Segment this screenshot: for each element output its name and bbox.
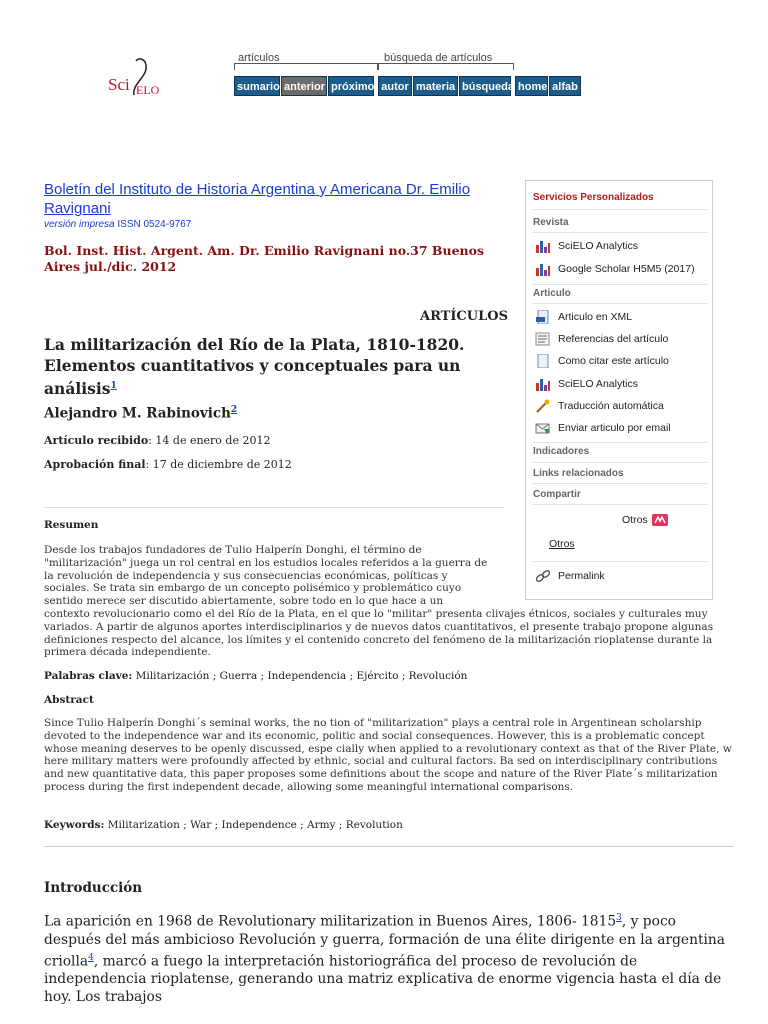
- nav-alfab-button[interactable]: alfab: [549, 76, 581, 96]
- panel-divider: [533, 504, 707, 505]
- revista-item-label: SciELO Analytics: [558, 240, 638, 252]
- articulo-item-label: Traducción automática: [558, 400, 664, 412]
- keywords: [44, 819, 403, 831]
- panel-divider: [533, 462, 707, 463]
- footnote-1-link[interactable]: 1: [110, 381, 117, 391]
- resumen-heading: Resumen: [44, 519, 99, 531]
- palabras-clave-values: Militarización ; Guerra ; Independencia ; Ejército ; Revolución: [132, 670, 468, 682]
- nav-sumario-button[interactable]: sumario: [234, 76, 280, 96]
- bar-chart-icon: [535, 239, 551, 253]
- articulo-item-label: Como citar este artículo: [558, 355, 669, 367]
- issn-value: ISSN 0524-9767: [117, 219, 192, 230]
- author-name-text: Alejandro M. Rabinovich: [44, 405, 231, 422]
- nav-proximo-button[interactable]: próximo: [328, 76, 374, 96]
- articulo-item-label: Referencias del artículo: [558, 333, 669, 345]
- email-icon: [535, 421, 551, 435]
- articulo-item-label: Enviar articulo por email: [558, 422, 671, 434]
- keywords-label: Keywords:: [44, 819, 105, 831]
- otros-link[interactable]: Otros: [549, 538, 575, 550]
- articulo-xml-link[interactable]: [535, 310, 632, 324]
- version-label: versión impresa: [44, 219, 115, 230]
- approved-label: Aprobación final: [44, 458, 146, 471]
- bar-chart-icon: [535, 262, 551, 276]
- nav-toolbar: [234, 76, 582, 96]
- revista-label: Revista: [533, 217, 569, 228]
- articulos-bracket: [234, 63, 378, 70]
- panel-divider: [533, 303, 707, 304]
- panel-divider: [533, 284, 707, 285]
- panel-divider: [533, 483, 707, 484]
- logo-elo: ELO: [136, 83, 160, 97]
- busqueda-caption: búsqueda de artículos: [384, 52, 493, 64]
- articulo-label: Articulo: [533, 288, 571, 299]
- article-title-text: La militarización del Río de la Plata, 1810-1820. Elementos cuantitativos y conceptuales para un análisis: [44, 335, 465, 399]
- scielo-analytics-article-link[interactable]: [535, 377, 638, 391]
- keywords-values: Militarization ; War ; Independence ; Army ; Revolution: [104, 819, 403, 831]
- links-relacionados-label[interactable]: Links relacionados: [533, 468, 624, 479]
- resumen-text-part1: Desde los trabajos fundadores de Tulio Halperín Donghi, el término de "militarización" juega un rol central en los estudios locales referidos a la guerra de la revolución de independencia y sus consecuencias económicas, políticas y sociales. Se trata sin embargo de un concepto polisémico y problemático cuyo sentido merece ser discutido abiertamente, sobre todo en lo que hace a un: [44, 544, 488, 608]
- services-panel: [525, 180, 713, 600]
- google-scholar-link[interactable]: [535, 262, 695, 276]
- footnote-3-link[interactable]: 3: [616, 913, 622, 923]
- received-date: [44, 434, 270, 447]
- articulo-item-label: SciELO Analytics: [558, 378, 638, 390]
- divider: [44, 507, 504, 508]
- scielo-logo[interactable]: [100, 55, 170, 105]
- nav-anterior-button[interactable]: anterior: [281, 76, 327, 96]
- resumen-text-part2: contexto revolucionario como el del Río de la Plata, en el que lo "militar" presenta clivajes étnicos, sociales y culturales muy variados. A partir de algunos aportes interdisciplinarios y de nuevos datos cuantitativos, el presente trabajo propone algunas definiciones respecto del alcance, los límites y el contenido concreto del fenómeno de la militarización rioplatense durante la primera década independiente.: [44, 608, 714, 659]
- articulo-item-label: Articulo en XML: [558, 311, 633, 323]
- section-label: ARTÍCULOS: [420, 309, 508, 324]
- received-value: : 14 de enero de 2012: [148, 434, 271, 447]
- palabras-clave-label: Palabras clave:: [44, 670, 133, 682]
- panel-divider: [533, 209, 707, 210]
- abstract-text: Since Tulio Halperín Donghi´s seminal works, the no tion of "militarization" plays a central role in Argentinean scholarship devoted to the independence war and its economic, politic and social consequences. However, this is a problematic concept whose meaning deserves to be openly discussed, espe cially when applied to a revolutionary context as that of the River Plate, w here military matters were profoundly affected by ethnic, social and cultural factors. Ba sed on interdisciplinary contributions and new quantitative data, this paper proposes some definitions about the scope and nature of the River Plate´s militarization process during the first independent decade, allowing some meaningful international comparisons.: [44, 717, 732, 793]
- intro-text-3: , marcó a fuego la interpretación historiográfica del proceso de revolución de independencia rioplatense, generando una matriz explicativa de enorme vigencia hasta el día de hoy. Los trabajos: [44, 953, 722, 1006]
- bar-chart-icon: [535, 377, 551, 391]
- author-name: [44, 405, 237, 422]
- xml-document-icon: [535, 310, 551, 324]
- compartir-label: Compartir: [533, 489, 581, 500]
- nav-materia-button[interactable]: materia: [413, 76, 458, 96]
- indicadores-label[interactable]: Indicadores: [533, 446, 590, 457]
- nav-busqueda-button[interactable]: búsqueda: [459, 76, 511, 96]
- intro-paragraph: [44, 909, 734, 1006]
- scielo-analytics-journal-link[interactable]: [535, 239, 638, 253]
- otros-label: Otros: [622, 514, 648, 526]
- divider: [44, 846, 734, 847]
- nav-home-button[interactable]: home: [515, 76, 548, 96]
- traduccion-link[interactable]: [535, 399, 664, 413]
- footnote-4-link[interactable]: 4: [88, 952, 94, 963]
- intro-heading: Introducción: [44, 880, 143, 896]
- revista-item-label: Google Scholar H5M5 (2017): [558, 263, 695, 275]
- panel-title: Servicios Personalizados: [533, 192, 654, 203]
- panel-divider: [533, 442, 707, 443]
- link-icon: [535, 569, 551, 583]
- approved-date: [44, 458, 292, 471]
- footnote-2-link[interactable]: 2: [230, 405, 238, 415]
- references-icon: [535, 332, 551, 346]
- referencias-link[interactable]: [535, 332, 668, 346]
- nav-autor-button[interactable]: autor: [378, 76, 412, 96]
- palabras-clave: [44, 670, 467, 682]
- intro-text-1: La aparición en 1968 de Revolutionary militarization in Buenos Aires, 1806- 1815: [44, 913, 617, 930]
- intro-text-2: , y poco después del más ambicioso Revolución y guerra, formación de una élite dirigente en la argentina criolla: [44, 913, 726, 970]
- approved-value: : 17 de diciembre de 2012: [145, 458, 292, 471]
- magic-wand-icon: [535, 399, 551, 413]
- enviar-email-link[interactable]: [535, 421, 671, 435]
- share-icon: [652, 514, 668, 526]
- article-title: [44, 334, 484, 399]
- abstract-heading: Abstract: [44, 694, 94, 706]
- share-otros-button[interactable]: [622, 514, 668, 526]
- permalink-label: Permalink: [558, 570, 605, 582]
- articulos-caption: artículos: [238, 52, 280, 64]
- como-citar-link[interactable]: [535, 354, 669, 368]
- issn-line: [44, 219, 191, 230]
- journal-title-link[interactable]: Boletín del Instituto de Historia Argentina y Americana Dr. Emilio Ravignani: [44, 181, 471, 217]
- busqueda-bracket: [378, 63, 514, 70]
- document-icon: [535, 354, 551, 368]
- logo-sci: Sci: [108, 75, 130, 94]
- panel-divider: [533, 561, 707, 562]
- panel-divider: [533, 232, 707, 233]
- permalink-link[interactable]: [535, 569, 605, 583]
- received-label: Artículo recibido: [44, 434, 149, 447]
- issue-citation: Bol. Inst. Hist. Argent. Am. Dr. Emilio Ravignani no.37 Buenos Aires jul./dic. 2012: [44, 243, 484, 274]
